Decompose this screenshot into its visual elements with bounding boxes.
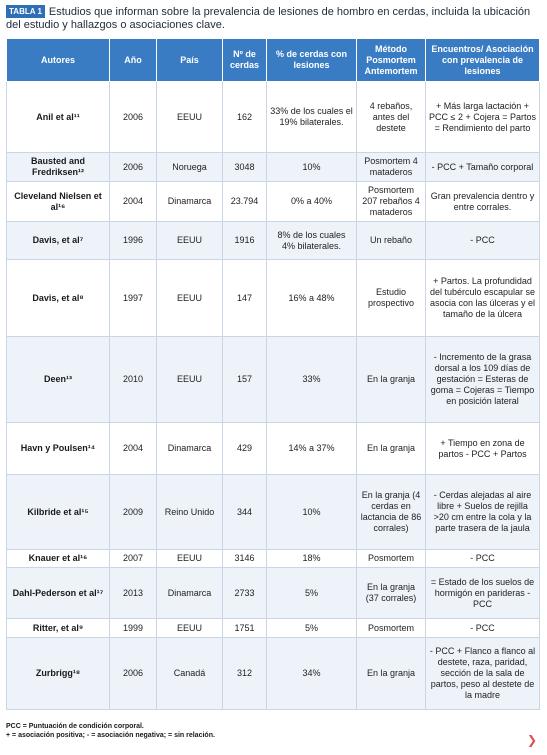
cell-autores: Anil et al¹¹ [7, 82, 110, 153]
cell-ano: 2013 [110, 568, 157, 619]
table-caption [6, 5, 541, 32]
cell-pais: Noruega [157, 153, 223, 182]
cell-hallazgos: - PCC + Flanco a flanco al destete, raza, paridad, sección de la sala de partos, peso al destete de la madre [426, 638, 540, 710]
cell-hallazgos: - Cerdas alejadas al aire libre + Suelos de rejilla >20 cm entre la cola y la parte trasera de la jaula [426, 475, 540, 550]
chevron-right-icon[interactable]: ❯ [526, 733, 537, 747]
table-row [7, 619, 540, 638]
table-row [7, 222, 540, 260]
cell-hallazgos: = Estado de los suelos de hormigón en parideras - PCC [426, 568, 540, 619]
cell-pct: 5% [267, 619, 357, 638]
caption-text: Estudios que informan sobre la prevalencia de lesiones de hombro en cerdas, incluida la ubicación del estudio y hallazgos o asociaciones clave. [6, 6, 531, 31]
cell-cerdas: 3048 [223, 153, 267, 182]
cell-ano: 1996 [110, 222, 157, 260]
cell-autores: Kilbride et al¹⁵ [7, 475, 110, 550]
cell-pais: Canadá [157, 638, 223, 710]
cell-autores: Davis, et al⁷ [7, 222, 110, 260]
cell-metodo: En la granja (37 corrales) [357, 568, 426, 619]
col-header-pais: País [157, 39, 223, 82]
cell-ano: 2007 [110, 550, 157, 568]
col-header-hallazgos: Encuentros/ Asociación con prevalencia de lesiones [426, 39, 540, 82]
cell-cerdas: 3146 [223, 550, 267, 568]
col-header-pct: % de cerdas con lesiones [267, 39, 357, 82]
cell-pct: 18% [267, 550, 357, 568]
table-row [7, 550, 540, 568]
cell-cerdas: 162 [223, 82, 267, 153]
cell-pct: 5% [267, 568, 357, 619]
cell-ano: 1997 [110, 260, 157, 337]
table-row [7, 153, 540, 182]
col-header-metodo: Método Posmortem Antemortem [357, 39, 426, 82]
cell-cerdas: 344 [223, 475, 267, 550]
cell-autores: Deen¹³ [7, 337, 110, 423]
cell-pais: EEUU [157, 260, 223, 337]
cell-ano: 2009 [110, 475, 157, 550]
table-row [7, 260, 540, 337]
table-row [7, 82, 540, 153]
cell-ano: 2006 [110, 153, 157, 182]
cell-pct: 33% [267, 337, 357, 423]
cell-pais: EEUU [157, 337, 223, 423]
cell-pais: Dinamarca [157, 423, 223, 475]
cell-pct: 14% a 37% [267, 423, 357, 475]
cell-ano: 2004 [110, 182, 157, 222]
cell-ano: 2006 [110, 638, 157, 710]
cell-pais: EEUU [157, 82, 223, 153]
header-row [7, 39, 540, 82]
cell-hallazgos: - Incremento de la grasa dorsal a los 109 días de gestación = Esteras de goma = Cojeras = Tiempo en posición lateral [426, 337, 540, 423]
footnote-pcc: PCC = Puntuación de condición corporal. [6, 723, 144, 730]
cell-metodo: Estudio prospectivo [357, 260, 426, 337]
cell-cerdas: 157 [223, 337, 267, 423]
cell-metodo: En la granja (4 cerdas en lactancia de 86 corrales) [357, 475, 426, 550]
cell-cerdas: 1916 [223, 222, 267, 260]
cell-pais: Dinamarca [157, 568, 223, 619]
cell-cerdas: 147 [223, 260, 267, 337]
table-row [7, 423, 540, 475]
cell-pais: EEUU [157, 619, 223, 638]
col-header-cerdas: Nº de cerdas [223, 39, 267, 82]
cell-metodo: Posmortem 4 mataderos [357, 153, 426, 182]
cell-ano: 1999 [110, 619, 157, 638]
cell-pct: 10% [267, 475, 357, 550]
cell-metodo: Posmortem 207 rebaños 4 mataderos [357, 182, 426, 222]
cell-pais: EEUU [157, 550, 223, 568]
table-row [7, 568, 540, 619]
cell-pct: 10% [267, 153, 357, 182]
cell-cerdas: 429 [223, 423, 267, 475]
cell-cerdas: 312 [223, 638, 267, 710]
studies-table [6, 38, 540, 710]
cell-hallazgos: - PCC [426, 222, 540, 260]
cell-pais: Reino Unido [157, 475, 223, 550]
cell-pct: 0% a 40% [267, 182, 357, 222]
cell-metodo: En la granja [357, 337, 426, 423]
cell-metodo: En la granja [357, 638, 426, 710]
col-header-autores: Autores [7, 39, 110, 82]
cell-autores: Zurbrigg¹⁸ [7, 638, 110, 710]
cell-ano: 2004 [110, 423, 157, 475]
cell-pct: 34% [267, 638, 357, 710]
cell-autores: Bausted and Fredriksen¹² [7, 153, 110, 182]
cell-ano: 2006 [110, 82, 157, 153]
cell-pais: EEUU [157, 222, 223, 260]
footnote-legend: + = asociación positiva; - = asociación negativa; = sin relación. [6, 732, 215, 739]
cell-autores: Dahl-Pederson et al¹⁷ [7, 568, 110, 619]
cell-autores: Havn y Poulsen¹⁴ [7, 423, 110, 475]
table-row [7, 337, 540, 423]
cell-pct: 33% de los cuales el 19% bilaterales. [267, 82, 357, 153]
cell-ano: 2010 [110, 337, 157, 423]
cell-autores: Knauer et al¹⁶ [7, 550, 110, 568]
cell-hallazgos: - PCC + Tamaño corporal [426, 153, 540, 182]
cell-cerdas: 23.794 [223, 182, 267, 222]
cell-autores: Cleveland Nielsen et al¹⁶ [7, 182, 110, 222]
col-header-ano: Año [110, 39, 157, 82]
cell-hallazgos: - PCC [426, 550, 540, 568]
cell-pais: Dinamarca [157, 182, 223, 222]
cell-pct: 8% de los cuales 4% bilaterales. [267, 222, 357, 260]
cell-metodo: Posmortem [357, 550, 426, 568]
cell-autores: Ritter, et al⁹ [7, 619, 110, 638]
table-row [7, 638, 540, 710]
cell-pct: 16% a 48% [267, 260, 357, 337]
cell-hallazgos: + Tiempo en zona de partos - PCC + Partos [426, 423, 540, 475]
cell-hallazgos: - PCC [426, 619, 540, 638]
cell-autores: Davis, et al⁸ [7, 260, 110, 337]
cell-metodo: Un rebaño [357, 222, 426, 260]
cell-metodo: Posmortem [357, 619, 426, 638]
cell-hallazgos: Gran prevalencia dentro y entre corrales. [426, 182, 540, 222]
table-tag: TABLA 1 [6, 5, 45, 18]
cell-metodo: En la granja [357, 423, 426, 475]
table-row [7, 182, 540, 222]
cell-cerdas: 1751 [223, 619, 267, 638]
table-row [7, 475, 540, 550]
cell-hallazgos: + Partos. La profundidad del tubérculo escapular se asocia con las úlceras y el tamaño de la úlcera [426, 260, 540, 337]
table-footnotes [6, 722, 215, 740]
cell-cerdas: 2733 [223, 568, 267, 619]
cell-hallazgos: + Más larga lactación + PCC ≤ 2 + Cojera = Partos = Rendimiento del parto [426, 82, 540, 153]
cell-metodo: 4 rebaños, antes del destete [357, 82, 426, 153]
